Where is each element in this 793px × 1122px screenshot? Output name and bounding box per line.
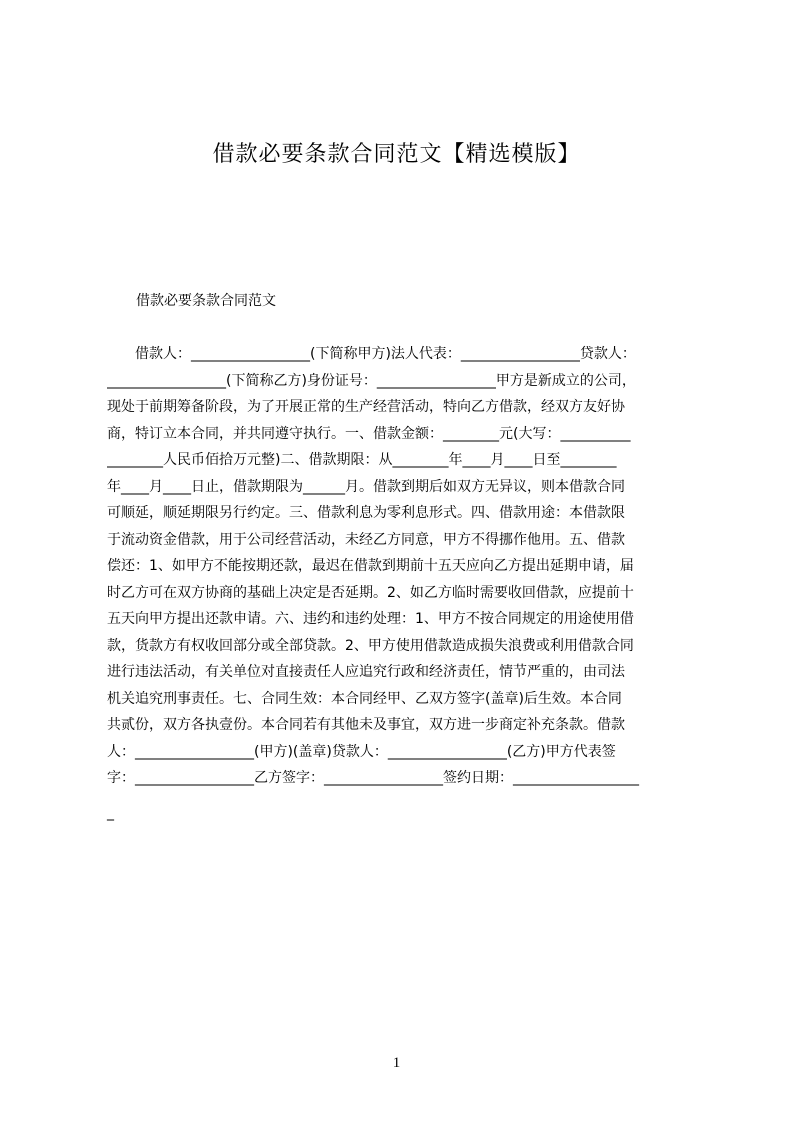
body-line: 五天向甲方提出还款申请。六、违约和违约处理：1、甲方不按合同规定的用途使用借 — [107, 611, 634, 627]
body-line: 偿还：1、如甲方不能按期还款，最迟在借款到期前十五天应向乙方提出延期申请，届 — [107, 558, 634, 574]
body-line: 进行违法活动，有关单位对直接责任人应追究行政和经济责任，情节严重的，由司法 — [107, 664, 625, 680]
body-line: 共贰份，双方各执壹份。本合同若有其他未及事宜，双方进一步商定补充条款。借款 — [107, 717, 625, 733]
document-subtitle: 借款必要条款合同范文 — [136, 293, 276, 309]
body-line: 时乙方可在双方协商的基础上决定是否延期。2、如乙方临时需要收回借款，应提前十 — [107, 584, 634, 601]
body-line: ________人民币佰拾万元整)二、借款期限：从________年____月____日至________ — [107, 452, 617, 468]
contract-body — [107, 341, 698, 792]
body-line: 现处于前期筹备阶段，为了开展正常的生产经营活动，特向乙方借款，经双方友好协 — [107, 399, 625, 415]
body-line: _________________(下简称乙方)身份证号：_________________甲方是新成立的公司， — [107, 372, 636, 389]
body-line: 可顺延，顺延期限另行约定。三、借款利息为零利息形式。四、借款用途：本借款限 — [107, 505, 625, 521]
trailing-underscore: _ — [107, 805, 114, 821]
body-line: 款，货款方有权收回部分或全部贷款。2、甲方使用借款造成损失浪费或利用借款合同 — [107, 637, 634, 654]
body-line: 借款人：_________________(下简称甲方)法人代表：_________________贷款人： — [107, 346, 636, 362]
body-line: 商，特订立本合同，并共同遵守执行。一、借款金额：________元(大写：__________ — [107, 425, 631, 442]
page-number: 1 — [392, 1055, 401, 1071]
body-line: 字：_________________乙方签字：_________________签约日期：__________________ — [107, 770, 639, 786]
body-line: 年____月____日止，借款期限为______月。借款到期后如双方无异议，则本借款合同 — [107, 478, 625, 495]
body-line: 机关追究刑事责任。七、合同生效：本合同经甲、乙双方签字(盖章)后生效。本合同 — [107, 690, 622, 707]
body-line: 于流动资金借款，用于公司经营活动，未经乙方同意，甲方不得挪作他用。五、借款 — [107, 531, 625, 548]
body-line: 人：_________________(甲方)(盖章)贷款人：_________________(乙方)甲方代表签 — [107, 743, 616, 760]
document-title: 借款必要条款合同范文【精选模版】 — [212, 142, 581, 167]
